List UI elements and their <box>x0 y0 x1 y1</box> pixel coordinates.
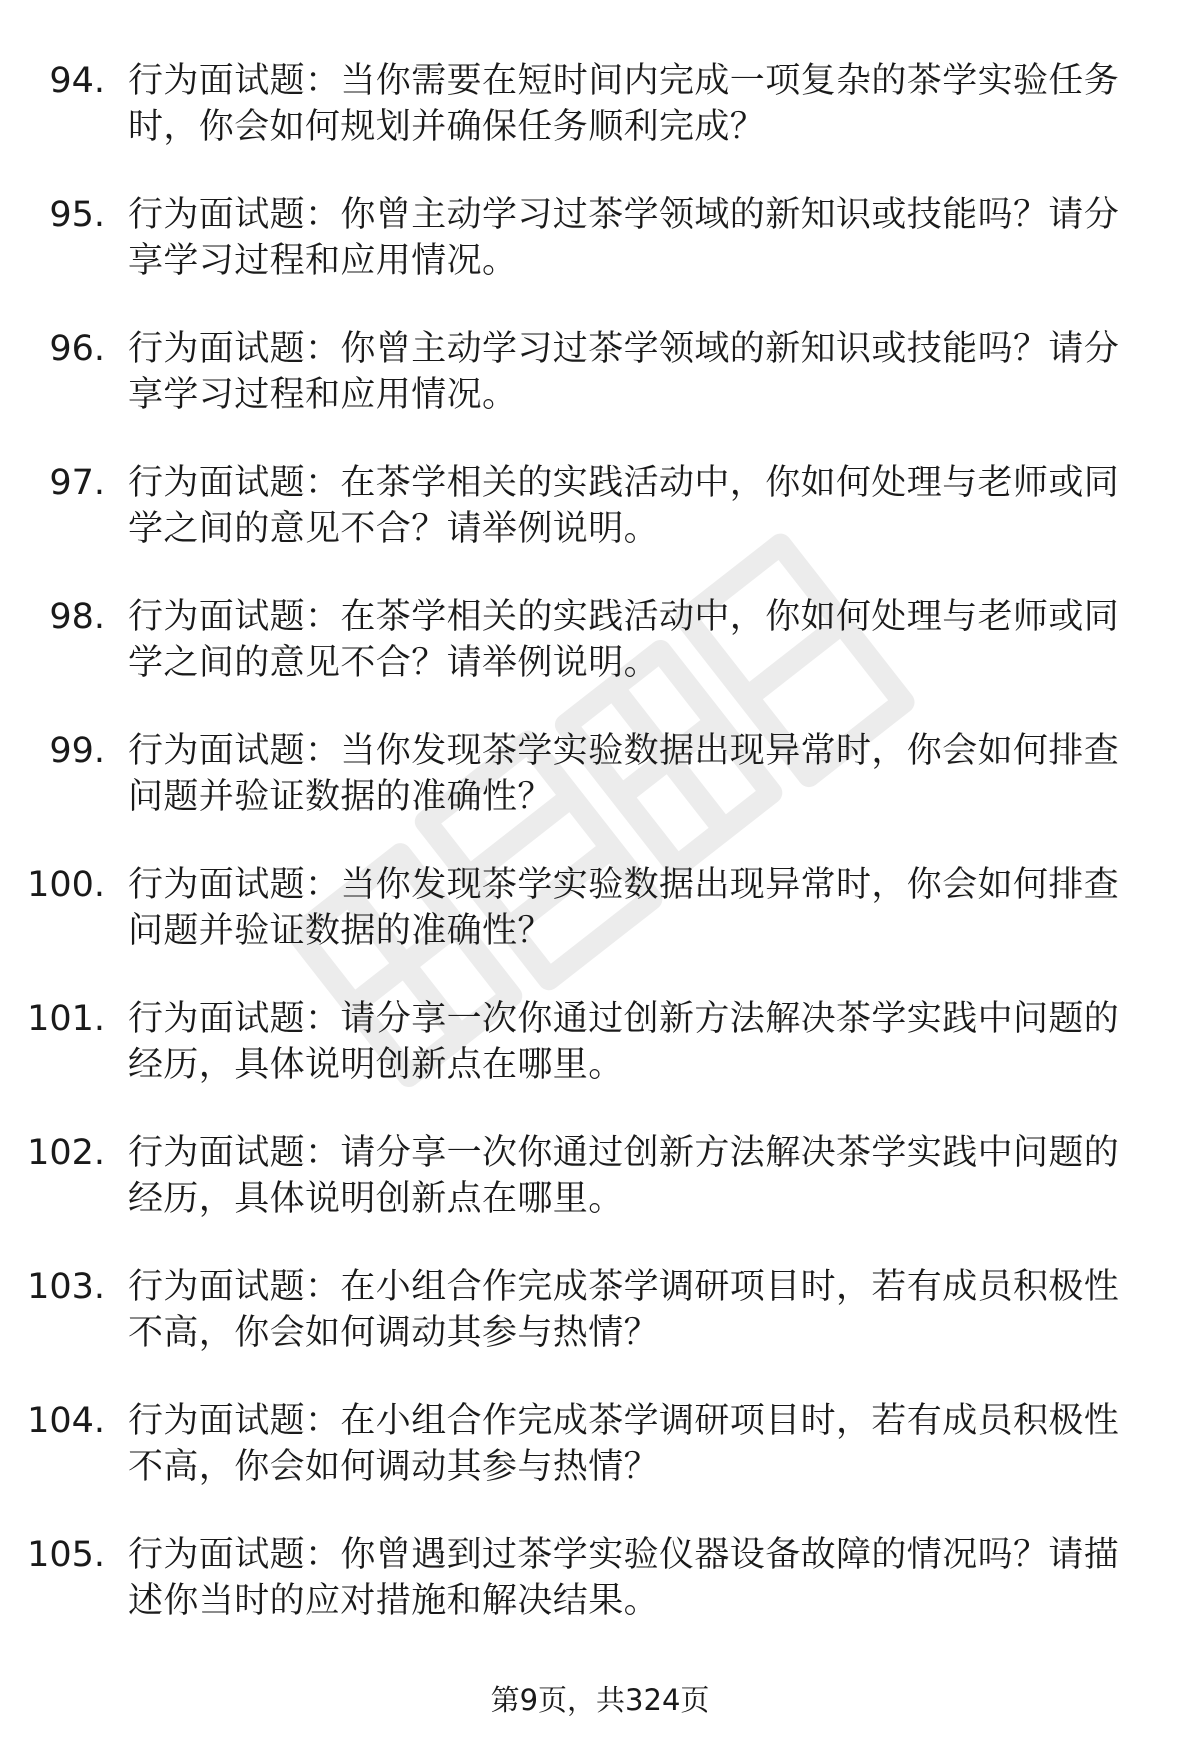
question-item <box>0 728 1200 862</box>
question-list <box>0 58 1200 1666</box>
question-number: 96. <box>49 329 105 369</box>
question-item <box>0 1532 1200 1666</box>
question-item <box>0 862 1200 996</box>
question-item <box>0 1264 1200 1398</box>
question-item <box>0 594 1200 728</box>
question-item <box>0 996 1200 1130</box>
question-text: 行为面试题：在小组合作完成茶学调研项目时，若有成员积极性不高，你会如何调动其参与热情？ <box>128 1267 1120 1353</box>
question-number: 105. <box>27 1535 105 1575</box>
question-item <box>0 460 1200 594</box>
question-number: 103. <box>27 1267 105 1307</box>
question-text: 行为面试题：在茶学相关的实践活动中，你如何处理与老师或同学之间的意见不合？请举例说明。 <box>128 463 1120 549</box>
question-text: 行为面试题：请分享一次你通过创新方法解决茶学实践中问题的经历，具体说明创新点在哪里。 <box>128 999 1120 1085</box>
question-text: 行为面试题：当你发现茶学实验数据出现异常时，你会如何排查问题并验证数据的准确性？ <box>128 731 1120 817</box>
question-text: 行为面试题：你曾遇到过茶学实验仪器设备故障的情况吗？请描述你当时的应对措施和解决结果。 <box>128 1535 1120 1621</box>
question-text: 行为面试题：当你发现茶学实验数据出现异常时，你会如何排查问题并验证数据的准确性？ <box>128 865 1120 951</box>
page-footer: 第9页，共324页 <box>490 1683 710 1717</box>
question-number: 102. <box>27 1133 105 1173</box>
question-number: 98. <box>49 597 105 637</box>
question-text: 行为面试题：请分享一次你通过创新方法解决茶学实践中问题的经历，具体说明创新点在哪里。 <box>128 1133 1120 1219</box>
question-text: 行为面试题：你曾主动学习过茶学领域的新知识或技能吗？请分享学习过程和应用情况。 <box>128 195 1120 281</box>
question-text: 行为面试题：当你需要在短时间内完成一项复杂的茶学实验任务时，你会如何规划并确保任务顺利完成？ <box>128 61 1120 147</box>
question-item <box>0 58 1200 192</box>
question-number: 95. <box>49 195 105 235</box>
question-number: 94. <box>49 61 105 101</box>
question-number: 101. <box>27 999 105 1039</box>
question-number: 104. <box>27 1401 105 1441</box>
question-text: 行为面试题：你曾主动学习过茶学领域的新知识或技能吗？请分享学习过程和应用情况。 <box>128 329 1120 415</box>
question-item <box>0 1130 1200 1264</box>
question-item <box>0 192 1200 326</box>
question-text: 行为面试题：在小组合作完成茶学调研项目时，若有成员积极性不高，你会如何调动其参与热情？ <box>128 1401 1120 1487</box>
question-text: 行为面试题：在茶学相关的实践活动中，你如何处理与老师或同学之间的意见不合？请举例说明。 <box>128 597 1120 683</box>
question-item <box>0 326 1200 460</box>
question-number: 97. <box>49 463 105 503</box>
question-item <box>0 1398 1200 1532</box>
question-number: 99. <box>49 731 105 771</box>
question-number: 100. <box>27 865 105 905</box>
